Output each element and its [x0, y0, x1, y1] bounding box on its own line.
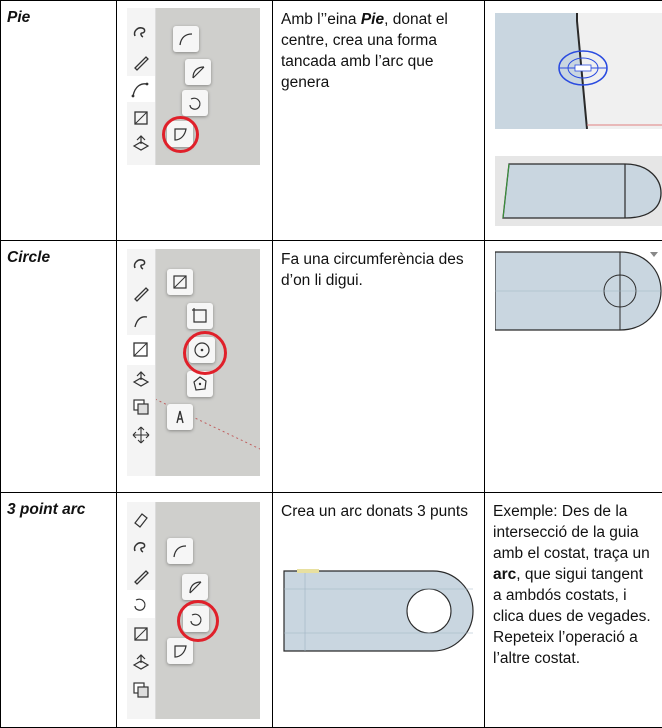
example-cell — [485, 1, 662, 241]
arc-icon — [127, 76, 155, 102]
toolbar-screenshot — [127, 249, 260, 476]
example-cell — [485, 241, 662, 493]
pencil-icon — [131, 52, 151, 72]
toolbar-screenshot-cell — [117, 1, 273, 241]
toolbar-screenshot — [127, 8, 260, 165]
push-pull-icon — [131, 652, 151, 672]
toolbar-screenshot-cell — [117, 241, 273, 493]
tool-name: Circle — [1, 241, 116, 267]
rotated-rectangle-icon — [187, 303, 213, 329]
highlight-ring — [162, 116, 199, 153]
polygon-icon — [187, 371, 213, 397]
tool-description: Fa una circumferència des d’on li digui. — [273, 241, 484, 291]
tool-name-cell — [1, 241, 117, 493]
rectangle-icon — [131, 624, 151, 644]
tool-description: Amb l’’eina Pie, donat el centre, crea una forma tancada amb l’arc que genera — [273, 1, 484, 93]
dimension-icon — [167, 404, 193, 430]
paint-icon — [131, 23, 151, 43]
example-text: Exemple: Des de la intersecció de la guia amb el costat, traça un arc, que sigui tangent a ambdós costats, i clica dues de vegades. Repeteix l’operació a l’altre costat. — [485, 493, 662, 669]
eraser-icon — [131, 510, 151, 530]
drawing-toolbar — [127, 8, 156, 165]
toolbar-screenshot — [127, 502, 260, 719]
tool-name: 3 point arc — [1, 493, 116, 519]
paint-icon — [131, 255, 151, 275]
three-point-arc-icon — [182, 90, 208, 116]
offset-icon — [131, 397, 151, 417]
drawing-toolbar — [127, 502, 156, 719]
table-row — [1, 241, 662, 493]
tool-name-cell — [1, 493, 117, 728]
paint-icon — [131, 538, 151, 558]
toolbar-screenshot-cell — [117, 493, 273, 728]
push-pull-icon — [131, 369, 151, 389]
three-point-arc-icon — [127, 590, 155, 618]
arc-icon — [173, 26, 199, 52]
arc-icon — [131, 311, 151, 331]
highlight-ring — [183, 331, 227, 375]
three-point-arc-model — [283, 567, 475, 655]
pie-protractor-model — [495, 13, 662, 129]
rectangle-icon — [167, 269, 193, 295]
pencil-icon — [131, 566, 151, 586]
table-row — [1, 1, 662, 241]
description-cell — [273, 241, 485, 493]
tool-description: Crea un arc donats 3 punts — [273, 493, 484, 522]
tool-name-cell — [1, 1, 117, 241]
highlight-ring — [177, 600, 219, 642]
arc-icon — [167, 538, 193, 564]
description-cell — [273, 493, 485, 728]
circle-model — [495, 250, 662, 332]
rectangle-icon — [127, 335, 155, 365]
example-cell — [485, 493, 662, 728]
move-icon — [131, 425, 151, 445]
description-cell — [273, 1, 485, 241]
pencil-icon — [131, 283, 151, 303]
two-point-arc-icon — [182, 574, 208, 600]
table-row — [1, 493, 662, 728]
offset-icon — [131, 680, 151, 700]
drawing-toolbar — [127, 249, 156, 476]
push-pull-icon — [131, 133, 151, 153]
pie-icon — [167, 638, 193, 664]
tool-name: Pie — [1, 1, 116, 27]
rectangle-icon — [131, 108, 151, 128]
pie-shape-model — [495, 156, 662, 226]
two-point-arc-icon — [185, 59, 211, 85]
